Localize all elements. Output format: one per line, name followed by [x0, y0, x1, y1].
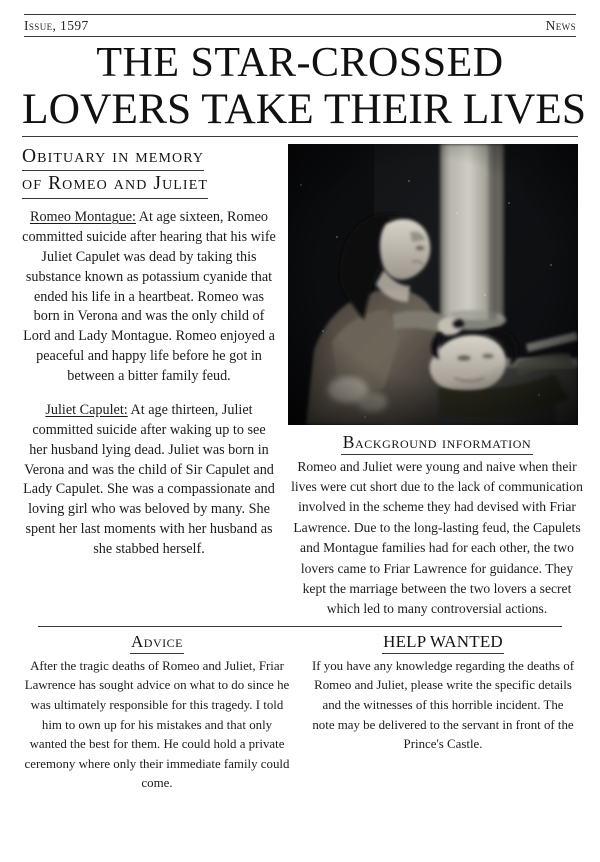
- background-information-heading: [288, 432, 586, 455]
- lower-section: [14, 627, 586, 794]
- obituary-heading: [22, 144, 276, 199]
- juliet-name-lede: Juliet Capulet:: [45, 401, 128, 418]
- advice-heading-text: Advice: [130, 632, 184, 654]
- photo-illustration: [288, 144, 578, 425]
- background-information-paragraph: Romeo and Juliet were young and naive when their lives were cut short due to the lack of communication involved in the scheme they had devised with Friar Lawrence. Due to the long-lasting feud, the Capulets and Montague families had for each other, the two lovers came to Friar Lawrence for guidance. They kept the marriage between the two lovers a secret which led to many controversial actions.: [291, 458, 583, 617]
- advice-heading: [24, 632, 290, 654]
- help-wanted-heading: [310, 632, 576, 654]
- romeo-name-lede: Romeo Montague:: [30, 209, 136, 226]
- advice-paragraph: After the tragic deaths of Romeo and Juliet, Friar Lawrence has sought advice on what to do since he was ultimately responsible for this tragedy. I told him to own up for his mistakes and that only wanted the best for them. He could hold a private ceremony where only their immediate family could come.: [24, 658, 290, 791]
- romeo-obituary-body: At age sixteen, Romeo committed suicide after hearing that his wife Juliet Capulet was dead by taking this substance known as potassium cyanide that ended his life in a heartbeat. Romeo was born in Verona and was the only child of Lord and Lady Montague. Romeo enjoyed a peaceful and happy life before he got in between a bitter family feud.: [22, 209, 276, 385]
- newspaper-page: [0, 14, 600, 862]
- background-information-heading-text: Background information: [341, 432, 534, 455]
- headline-line-2: LOVERS TAKE THEIR LIVES: [22, 84, 587, 133]
- feature-column: [282, 144, 586, 620]
- issue-label: Issue, 1597: [24, 18, 89, 33]
- romeo-obituary-paragraph: [22, 208, 276, 387]
- page-title: [22, 40, 587, 133]
- headline-line-1: THE STAR-CROSSED: [96, 40, 504, 86]
- section-label: News: [545, 18, 576, 33]
- romeo-and-juliet-photo: [288, 144, 578, 425]
- headline-block: [22, 40, 587, 137]
- obituary-heading-line-2: of Romeo and Juliet: [22, 171, 208, 199]
- obituary-heading-line-1: Obituary in memory: [22, 144, 204, 172]
- help-wanted-column: [300, 627, 586, 755]
- help-wanted-paragraph: If you have any knowledge regarding the deaths of Romeo and Juliet, please write the specific details and the witnesses of this horrible incident. The note may be delivered to the servant in front of the Prince's Castle.: [311, 658, 575, 752]
- upper-section: [14, 144, 586, 620]
- obituary-column: [14, 144, 282, 574]
- juliet-obituary-body: At age thirteen, Juliet committed suicide after waking up to see her husband lying dead. Juliet was born in Verona and was the child of Sir Capulet and Lady Capulet. She was a compassionate and loving girl who was beloved by many. She spent her last moments with her husband as she stabbed herself.: [23, 401, 275, 558]
- masthead: [24, 14, 576, 37]
- juliet-obituary-paragraph: [22, 401, 276, 560]
- advice-column: [14, 627, 300, 794]
- help-wanted-heading-text: HELP WANTED: [382, 632, 504, 654]
